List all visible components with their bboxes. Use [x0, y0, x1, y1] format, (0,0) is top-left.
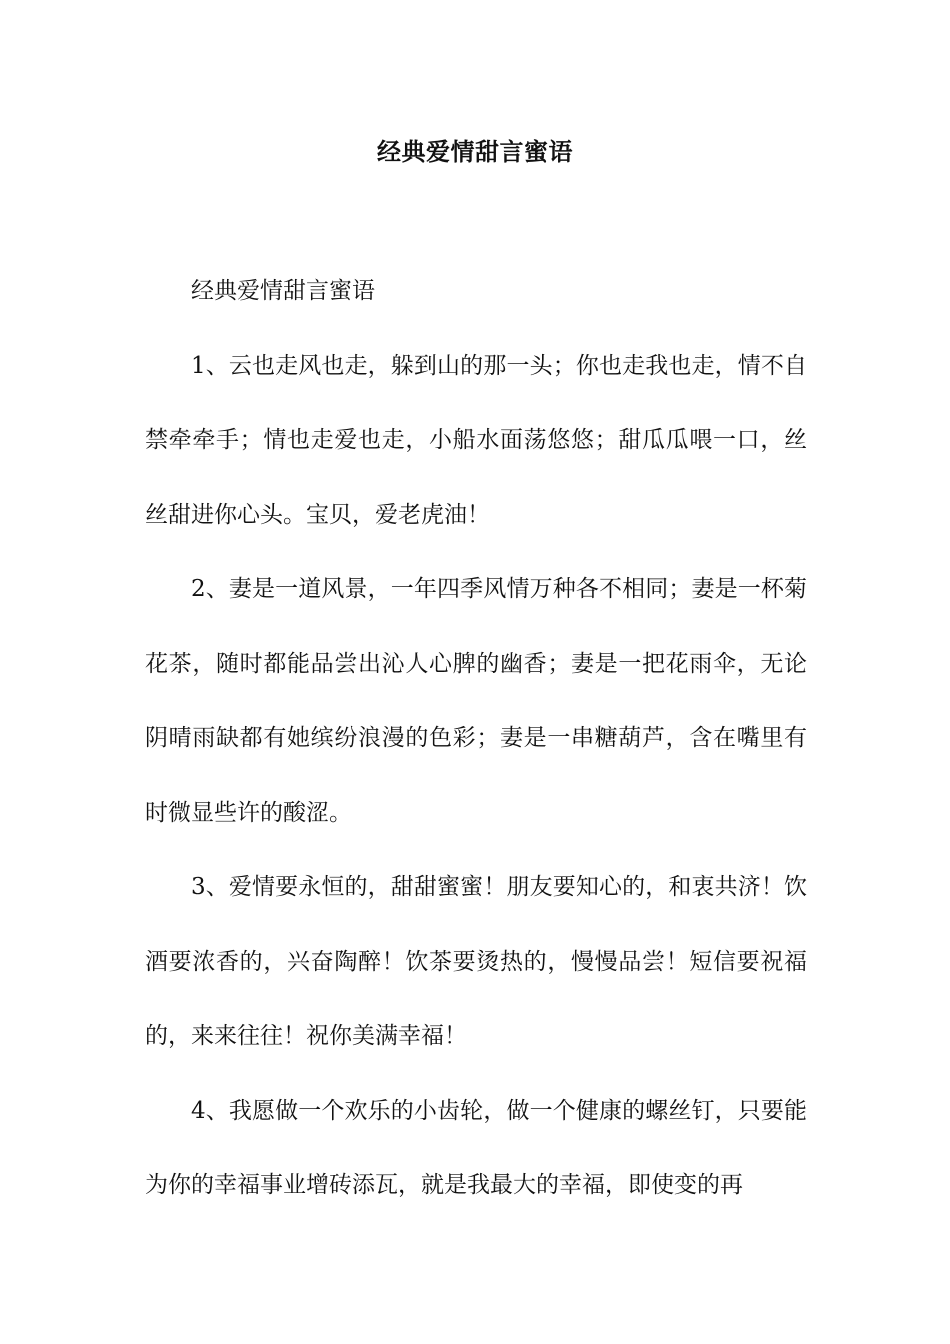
paragraph-2: 2、妻是一道风景，一年四季风情万种各不相同；妻是一杯菊花茶，随时都能品尝出沁人心脾的幽香；妻是一把花雨伞，无论阴晴雨缺都有她缤纷浪漫的色彩；妻是一串糖葫芦，含在嘴里有时微显些许的酸涩。 [145, 576, 807, 826]
paragraph-3: 3、爱情要永恒的，甜甜蜜蜜！朋友要知心的，和衷共济！饮酒要浓香的，兴奋陶醉！饮茶要烫热的，慢慢品尝！短信要祝福的，来来往往！祝你美满幸福！ [145, 874, 807, 1049]
document-title: 经典爱情甜言蜜语 [377, 137, 573, 166]
paragraph-1: 1、云也走风也走，躲到山的那一头；你也走我也走，情不自禁牵牵手；情也走爱也走，小船水面荡悠悠；甜瓜瓜喂一口，丝丝甜进你心头。宝贝，爱老虎油！ [145, 352, 807, 528]
paragraph-4: 4、我愿做一个欢乐的小齿轮，做一个健康的螺丝钉，只要能为你的幸福事业增砖添瓦，就是我最大的幸福，即使变的再 [145, 1097, 807, 1198]
paragraph-subtitle: 经典爱情甜言蜜语 [191, 278, 375, 304]
document-body [145, 254, 807, 1223]
